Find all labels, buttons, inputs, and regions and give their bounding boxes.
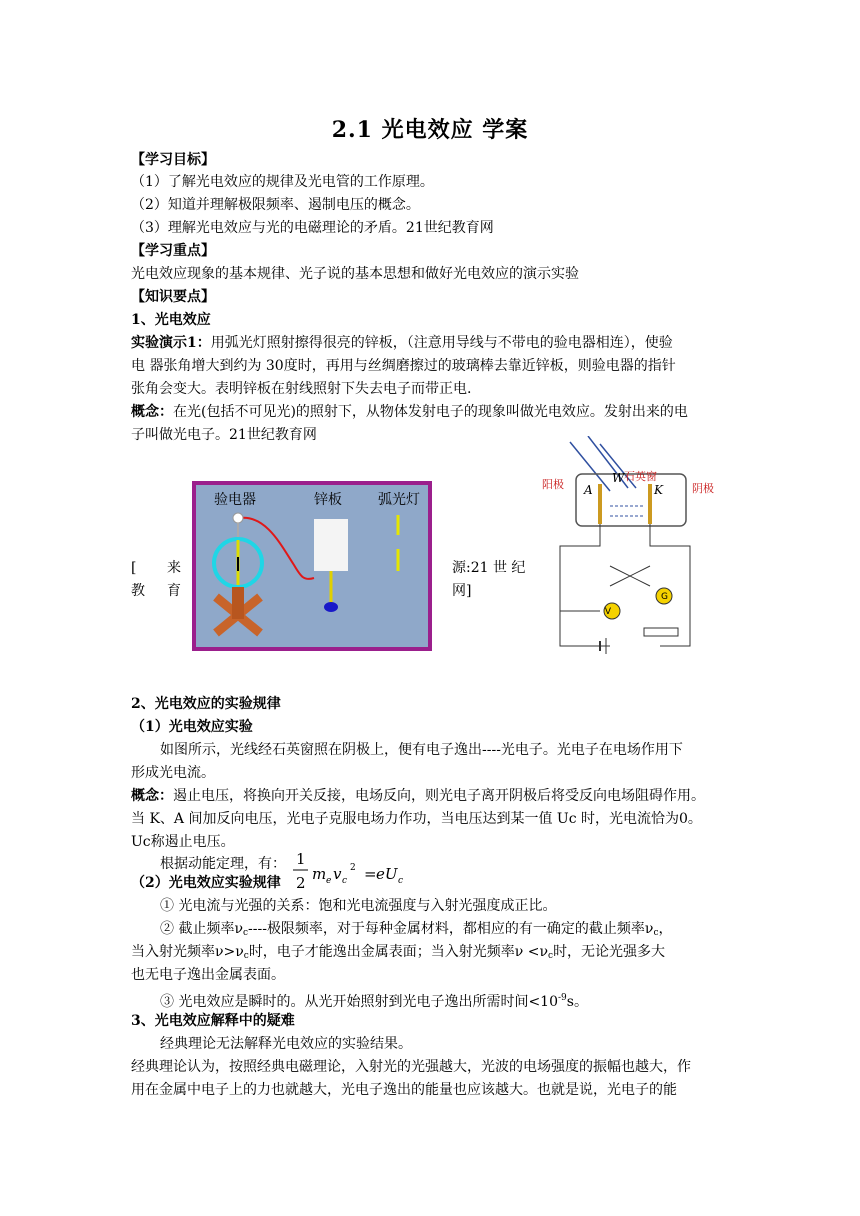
page-title: 2.1 光电效应 学案 xyxy=(331,117,529,143)
s2-concept-label: 概念： xyxy=(131,788,173,804)
concept-text-1: 在光(包括不可见光)的照射下，从物体发射电子的现象叫做光电效应。发射出来的电 xyxy=(173,404,688,420)
goal-item-2: （2）知道并理解极限频率、遏制电压的概念。 xyxy=(131,197,420,213)
demo-label: 实验演示1： xyxy=(131,335,211,351)
rule-2-line1: ② 截止频率$\nu_c----$极限频率，对于每种金属材料，都相应的有一确定的截止频率$\nu_c$， xyxy=(160,921,673,938)
s2-para1-line2: 形成光电流。 xyxy=(131,765,215,781)
cathode-k-label: K xyxy=(654,483,663,497)
section2-sub2: （2）光电效应实验规律 xyxy=(131,875,281,891)
rule-2-line3: 也无电子逸出金属表面。 xyxy=(131,967,285,983)
goals-heading: 【学习目标】 xyxy=(131,152,215,168)
demo-text-1: 用弧光灯照射擦得很亮的锌板，（注意用导线与不带电的验电器相连），使验 xyxy=(210,335,673,351)
points-heading: 【知识要点】 xyxy=(131,289,215,305)
voltmeter-label: V xyxy=(604,607,612,617)
concept-label: 概念： xyxy=(131,404,173,420)
s2-concept-line2: 当 K、A 间加反向电压，光电子克服电场力作功，当电压达到某一值 Uc 时，光电流恰为0。 xyxy=(131,811,702,827)
rule-2-line2: 当入射光频率$\nu>\nu_c$时，电子才能逸出金属表面；当入射光频率$\nu <\nu_c$时，无论光强多大 xyxy=(131,944,666,961)
demo-line-1 xyxy=(131,332,731,354)
fig-caption-2b: 育 xyxy=(167,583,181,599)
s2-concept-line1 xyxy=(131,785,731,807)
zinc-plate-label: 锌板 xyxy=(314,492,342,508)
fig-caption-1b: 来 xyxy=(167,560,181,576)
svg-text:=: = xyxy=(364,865,377,883)
section1-title: 1、光电效应 xyxy=(131,312,211,328)
s3-line1: 经典理论无法解释光电效应的实验结果。 xyxy=(160,1036,412,1052)
concept-line-1 xyxy=(131,401,731,423)
fig-caption-2c: 网] xyxy=(452,583,472,599)
section3-title: 3、光电效应解释中的疑难 xyxy=(131,1013,295,1029)
electroscope-figure xyxy=(192,481,432,651)
s3-line3: 用在金属中电子上的力也就越大，光电子逸出的能量也应该越大。也就是说，光电子的能 xyxy=(131,1082,677,1098)
quartz-window-label: 石英窗 xyxy=(624,470,657,483)
demo-line-3: 张角会变大。表明锌板在射线照射下失去电子而带正电. xyxy=(131,381,472,397)
cathode-label: 阴极 xyxy=(692,482,714,495)
formula-lead: 根据动能定理，有： xyxy=(160,856,286,872)
fig-caption-1a: [ xyxy=(131,560,137,576)
section2-sub1: （1）光电效应实验 xyxy=(131,719,253,735)
circuit-figure xyxy=(540,436,740,662)
electroscope-label: 验电器 xyxy=(214,492,256,508)
s3-line2: 经典理论认为，按照经典电磁理论，入射光的光强越大，光波的电场强度的振幅也越大，作 xyxy=(131,1059,691,1075)
circuit-diagram xyxy=(540,436,740,662)
anode-a-label: A xyxy=(584,483,593,497)
demo-line-2: 电 器张角增大到约为 30度时，再用与丝绸磨擦过的玻璃棒去靠近锌板，则验电器的指针 xyxy=(131,358,676,374)
svg-text:v: v xyxy=(333,865,342,883)
svg-text:c: c xyxy=(342,876,348,886)
key-text: 光电效应现象的基本规律、光子说的基本思想和做好光电效应的演示实验 xyxy=(131,266,579,282)
svg-text:e: e xyxy=(326,876,332,886)
svg-text:c: c xyxy=(398,876,404,886)
s2-concept-line3: Uc称遏止电压。 xyxy=(131,834,235,850)
arc-lamp-label: 弧光灯 xyxy=(378,492,420,508)
window-w-label: W xyxy=(612,471,625,485)
svg-text:2: 2 xyxy=(350,863,356,873)
anode-label: 阳极 xyxy=(542,478,564,491)
svg-text:m: m xyxy=(312,865,327,883)
fig-caption-1c: 源:21 世 纪 xyxy=(452,560,526,576)
section2-title: 2、光电效应的实验规律 xyxy=(131,696,281,712)
rule-3: ③ 光电效应是瞬时的。从光开始照射到光电子逸出所需时间$<10^{-9}s$。 xyxy=(160,993,588,1010)
electroscope-drawing xyxy=(196,485,428,647)
goal-item-1: （1）了解光电效应的规律及光电管的工作原理。 xyxy=(131,174,434,190)
key-heading: 【学习重点】 xyxy=(131,243,215,259)
svg-text:1: 1 xyxy=(296,850,306,868)
fig-caption-2a: 教 xyxy=(131,583,145,599)
svg-text:2: 2 xyxy=(296,874,306,892)
rule-1: ① 光电流与光强的关系：饱和光电流强度与入射光强度成正比。 xyxy=(160,898,557,914)
galvanometer-label: G xyxy=(661,592,668,602)
concept-line-2: 子叫做光电子。21世纪教育网 xyxy=(131,427,317,443)
s2-concept-text1: 遏止电压，将换向开关反接，电场反向，则光电子离开阴极后将受反向电场阻碍作用。 xyxy=(173,788,705,804)
svg-text:eU: eU xyxy=(376,865,398,883)
goal-item-3: （3）理解光电效应与光的电磁理论的矛盾。21世纪教育网 xyxy=(131,220,494,236)
s2-para1-line1: 如图所示，光线经石英窗照在阴极上，便有电子逸出----光电子。光电子在电场作用下 xyxy=(160,742,683,758)
